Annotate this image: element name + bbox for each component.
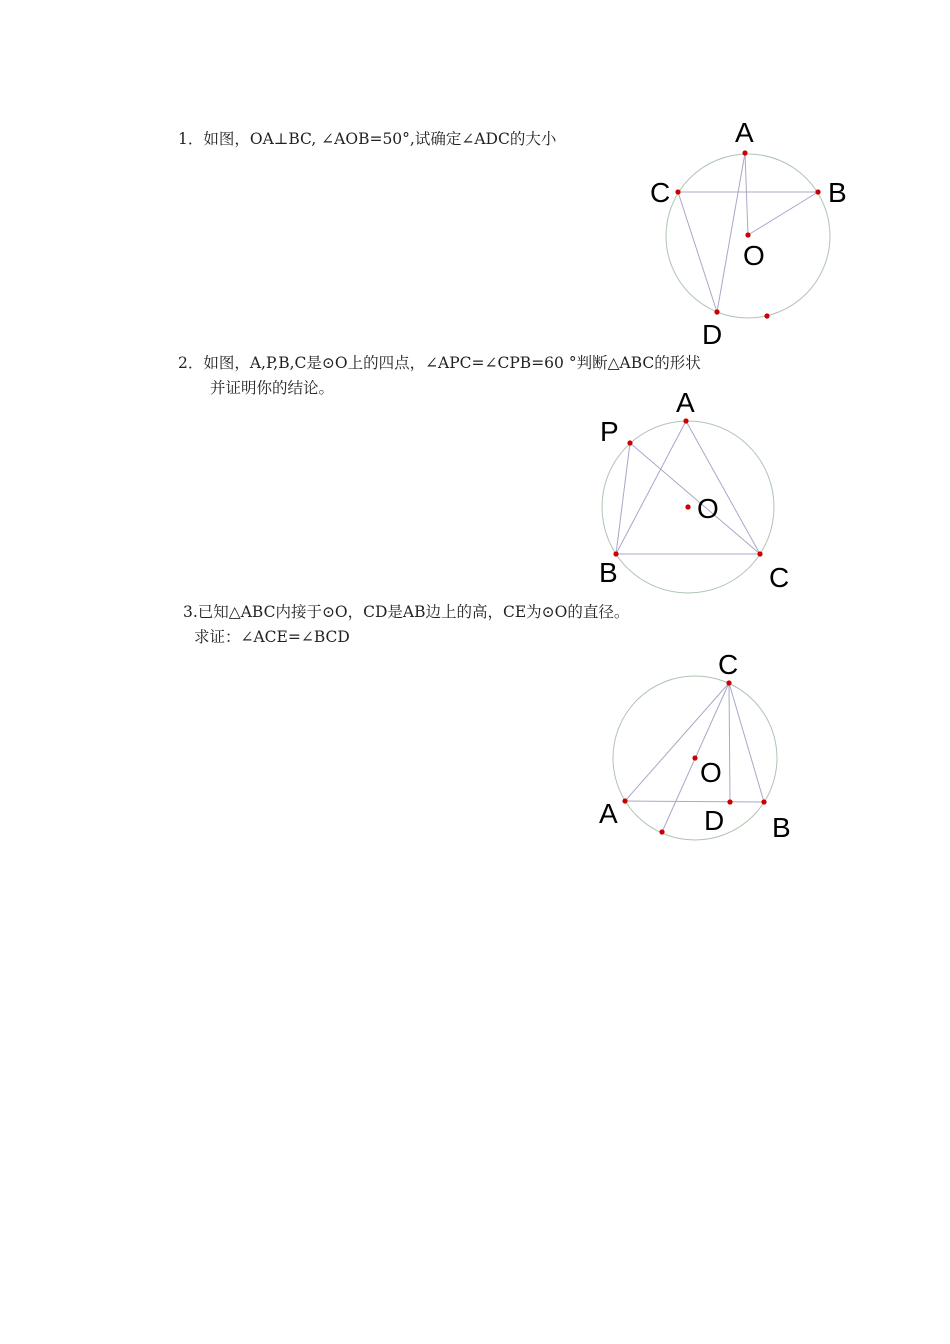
p2-label-C: C: [769, 562, 790, 593]
problem-2-text-line1: 2．如图，A,P,B,C是⊙O上的四点，∠APC=∠CPB=60 °判断△ABC的形状: [178, 354, 701, 372]
p1-label-C: C: [650, 177, 671, 208]
p2-label-B: B: [599, 557, 618, 588]
p3-segment-CD: [729, 683, 730, 802]
p3-point-E: [659, 829, 664, 834]
p3-point-B: [761, 799, 766, 804]
p2-label-A: A: [676, 387, 695, 418]
p3-label-O: O: [700, 757, 722, 788]
p2-label-P: P: [600, 416, 619, 447]
p1-label-A: A: [735, 117, 754, 148]
p3-point-D: [727, 799, 732, 804]
p1-label-D: D: [702, 319, 723, 350]
p1-label-O: O: [743, 240, 765, 271]
problem-2-text-line2: 并证明你的结论。: [210, 379, 335, 397]
p2-label-O: O: [697, 493, 719, 524]
problem-3-text-line2: 求证：∠ACE=∠BCD: [194, 628, 350, 646]
p3-point-A: [622, 798, 627, 803]
p3-point-C: [726, 680, 731, 685]
p3-label-C: C: [718, 649, 739, 680]
problem-3-text-line1: 3.已知△ABC内接于⊙O，CD是AB边上的高，CE为⊙O的直径。: [183, 603, 630, 621]
p3-label-A: A: [599, 798, 618, 829]
p3-label-D: D: [704, 805, 725, 836]
p3-point-O: [692, 755, 697, 760]
problem-1-text: 1．如图，OA⊥BC, ∠AOB=50°,试确定∠ADC的大小: [178, 130, 557, 148]
p3-segment-CB: [729, 683, 764, 802]
p3-segment-AB: [625, 801, 764, 802]
p1-label-B: B: [828, 177, 847, 208]
p3-label-B: B: [772, 812, 791, 843]
